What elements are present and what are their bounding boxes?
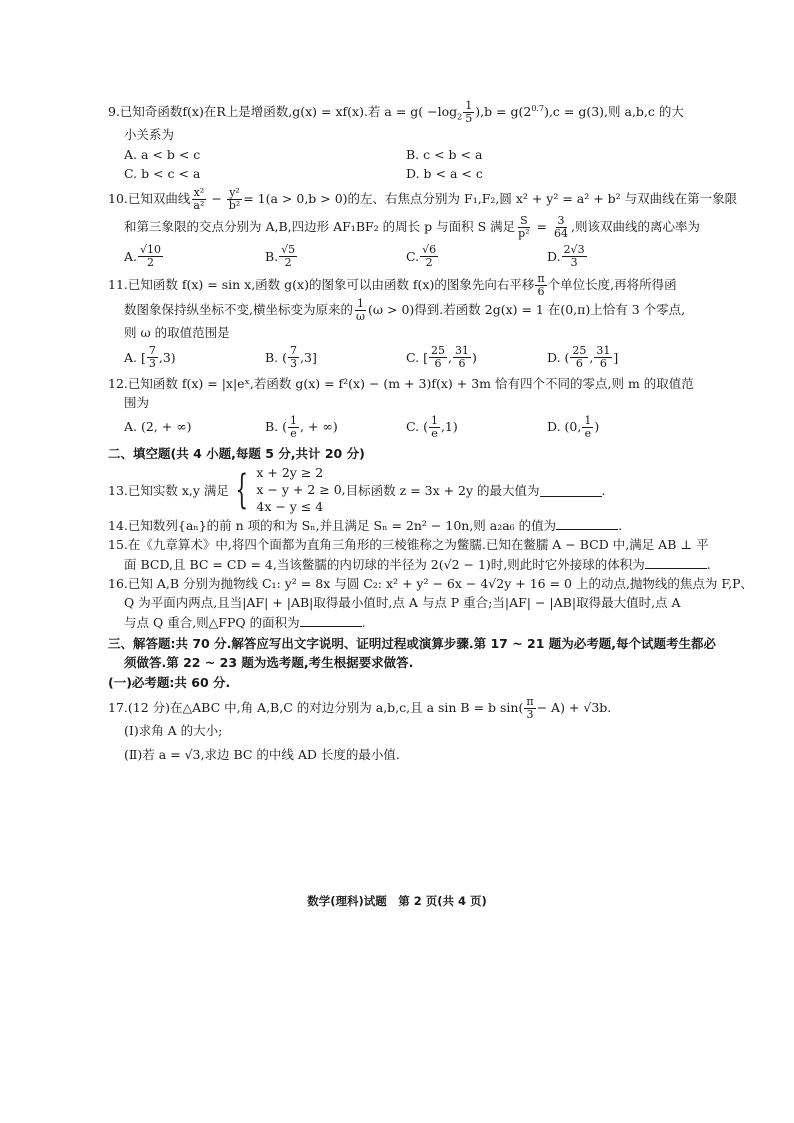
q10-option-d — [547, 244, 688, 269]
q9-stem-line2: 小关系为 — [124, 127, 175, 143]
q11-stem-line2 — [108, 298, 720, 323]
q12-options — [108, 415, 720, 440]
q11-c-mid: , — [447, 349, 452, 365]
q17-part-1: (Ⅰ)求角 A 的大小; — [124, 723, 223, 739]
q13-constraint-2: x − y + 2 ≥ 0, — [256, 482, 346, 497]
q10-three: 3 — [557, 213, 565, 227]
q12-b-num: 1 — [290, 413, 298, 427]
q11-text-3: 数图象保持纵坐标不变,横坐标变为原来的 — [124, 302, 353, 318]
q10-c-num: √6 — [422, 242, 437, 256]
q11-text-4: (ω > 0)得到.若函数 2g(x) = 1 在(0,π)上恰有 3 个零点, — [367, 302, 686, 318]
q11-stem-line3: 则 ω 的取值范围是 — [124, 325, 230, 341]
q9-option-d: D. b < a < c — [406, 165, 483, 181]
q11-omega: ω — [355, 310, 365, 324]
q10-ratio-frac — [552, 215, 570, 240]
q10-stem-line1: 10.已知双曲线 $\frac{\text{x²}}{\text{a²}}$ − $\frac{\text{y²}}{\text{b²}}$ = 1(a > 0,b > 0)的左、右焦点分别为 F₁,F₂,圆 x² + y² = a² + b² 与双曲线在第一象限 — [108, 186, 738, 213]
q10-d-label: D. — [547, 248, 561, 264]
q16-end: . — [361, 614, 366, 630]
q10-a-label: A. — [124, 248, 138, 264]
q12-b-den: e — [290, 426, 297, 440]
q10-text: 10.已知双曲线 — [108, 191, 191, 207]
q12-c-tail: ,1) — [440, 419, 458, 435]
q17-frac — [524, 696, 535, 721]
q10-option-b — [265, 244, 406, 269]
q17-text: 17.(12 分)在△ABC 中,角 A,B,C 的对边分别为 a,b,c,且 a sin B = b sin( — [108, 700, 524, 716]
q9-option-b: B. c < b < a — [406, 146, 483, 162]
q10-p2: p² — [518, 226, 530, 240]
q11-c1-num: 25 — [430, 343, 445, 357]
q12-option-a — [124, 417, 265, 436]
q15-answer-blank[interactable] — [645, 556, 707, 569]
section-3-heading-line2: 须做答.第 22 ~ 23 题为选考题,考生根据要求做答. — [124, 655, 414, 671]
q10-b-den: 2 — [284, 255, 292, 269]
q9-option-a: A. a < b < c — [124, 146, 201, 162]
q11-d-label: D. ( — [547, 349, 570, 365]
q13-end: . — [601, 482, 606, 498]
q10-a-den: 2 — [147, 255, 155, 269]
q14-end: . — [618, 517, 623, 533]
q11-a-tail: ,3) — [158, 349, 176, 365]
question-13 — [108, 465, 720, 516]
q12-d-label: D. (0, — [547, 419, 582, 435]
q17-stem — [108, 696, 720, 721]
q11-b-den: 3 — [290, 356, 298, 370]
q9-option-c: C. b < c < a — [124, 165, 201, 181]
q14-answer-blank[interactable] — [556, 517, 618, 530]
q10-a-num: √10 — [140, 242, 162, 256]
q10-text-4: ,则该双曲线的离心率为 — [571, 218, 700, 234]
q11-text-2: 个单位长度,再将所得函 — [547, 276, 677, 292]
q11-six: 6 — [537, 284, 545, 298]
question-15 — [108, 535, 720, 574]
q11-d2-num: 31 — [596, 343, 611, 357]
q11-option-d — [547, 345, 688, 370]
q11-d-mid: , — [589, 349, 594, 365]
q17-three: 3 — [526, 708, 534, 722]
q11-a-label: A. [ — [124, 349, 146, 365]
q12-d-den: e — [584, 426, 592, 440]
q11-shift-frac — [535, 273, 546, 298]
q9-fraction — [463, 100, 474, 125]
exam-page — [108, 99, 754, 764]
q9-options-row2 — [108, 164, 720, 183]
q13-text: 13.已知实数 x,y 满足 — [108, 482, 229, 498]
q10-y2: y² — [229, 186, 240, 200]
q11-c-tail: ) — [471, 349, 477, 365]
q11-stem-line1 — [108, 273, 720, 298]
q10-s: S — [520, 213, 528, 227]
q10-x-frac — [191, 187, 206, 212]
q12-option-c — [406, 415, 547, 440]
q10-d-num: 2√3 — [563, 242, 585, 256]
q11-option-a — [124, 345, 265, 370]
q11-c2-num: 31 — [454, 343, 469, 357]
page-footer: 数学(理科)试题 第 2 页(共 4 页) — [307, 894, 487, 908]
q11-text: 11.已知函数 f(x) = sin x,函数 g(x)的图象可以由函数 f(x)的图象先向右平移 — [108, 276, 535, 292]
q12-stem-line1: 12.已知函数 f(x) = |x|eˣ,若函数 g(x) = f²(x) − (m + 3)f(x) + 3m 恰有四个不同的零点,则 m 的取值范 — [108, 375, 694, 391]
question-9 — [108, 100, 720, 183]
question-9-stem — [108, 100, 720, 125]
q11-a-num: 7 — [148, 343, 156, 357]
q10-a2: a² — [193, 199, 205, 213]
q16-answer-blank[interactable] — [300, 614, 362, 627]
q10-c-den: 2 — [425, 255, 433, 269]
q16-stem-line1: 16.已知 A,B 分别为抛物线 C₁: y² = 8x 与圆 C₂: x² + y² − 6x − 4√2y + 16 = 0 上的动点,抛物线的焦点为 F,P、 — [108, 575, 754, 591]
q11-options — [108, 345, 720, 370]
question-10 — [108, 186, 738, 269]
q15-stem-line2 — [108, 555, 720, 574]
q11-c-label: C. [ — [406, 349, 428, 365]
q10-y-frac — [227, 187, 242, 212]
q9-frac-den: 5 — [465, 112, 473, 126]
q16-stem-line3 — [108, 613, 720, 632]
q11-d2-den: 6 — [599, 356, 607, 370]
q12-c-label: C. ( — [406, 419, 428, 435]
q16-text: 与点 Q 重合,则△FPQ 的面积为 — [124, 614, 300, 630]
q16-stem-line2: Q 为平面内两点,且当|AF| + |AB|取得最小值时,点 A 与点 P 重合;当|AF| − |AB|取得最大值时,点 A — [124, 595, 681, 611]
q13-text-2: 目标函数 z = 3x + 2y 的最大值为 — [345, 482, 540, 498]
q9-options-row1 — [108, 145, 720, 164]
q13-constraint-1: x + 2y ≥ 2 — [256, 465, 324, 481]
q13-constraint-3: 4x − y ≤ 4 — [256, 498, 324, 514]
q10-sixtyfour: 64 — [554, 226, 568, 240]
question-16 — [108, 574, 754, 632]
q12-d-tail: ) — [594, 419, 600, 435]
q12-stem-line2: 围为 — [124, 395, 150, 411]
section-3-heading: 三、解答题:共 70 分.解答应写出文字说明、证明过程或演算步骤.第 17 ~ 21 题为必考题,每个试题考生都必 — [108, 636, 717, 651]
q9-text-2: ),b = g(2 — [475, 104, 532, 120]
q10-d-den: 3 — [570, 255, 578, 269]
q13-answer-blank[interactable] — [540, 484, 602, 497]
q12-b-label: B. ( — [265, 419, 288, 435]
q12-c-den: e — [431, 426, 438, 440]
q10-option-a — [124, 244, 265, 269]
q10-sp-frac — [516, 215, 531, 240]
q10-b2: b² — [228, 199, 241, 213]
q17-part-2: (Ⅱ)若 a = √3,求边 BC 的中线 AD 长度的最小值. — [124, 746, 400, 762]
section-2-heading: 二、填空题(共 4 小题,每题 5 分,共计 20 分) — [108, 445, 365, 461]
q11-a-den: 3 — [148, 356, 156, 370]
q10-text-3: 和第三象限的交点分别为 A,B,四边形 AF₁BF₂ 的周长 p 与面积 S 满足 — [124, 218, 516, 234]
q9-exponent: 0.7 — [531, 103, 545, 113]
q17-pi: π — [526, 695, 534, 709]
q11-c2-den: 6 — [458, 356, 466, 370]
q11-b-num: 7 — [290, 343, 298, 357]
q10-c-label: C. — [406, 248, 420, 264]
q11-option-b — [265, 345, 406, 370]
q9-frac-num: 1 — [465, 99, 473, 112]
question-14 — [108, 516, 720, 535]
q15-end: . — [706, 556, 711, 572]
question-12 — [108, 374, 720, 440]
q13-constraint-system — [229, 465, 346, 516]
q11-d1-den: 6 — [575, 356, 583, 370]
q12-b-tail: , + ∞) — [300, 419, 338, 435]
q17-text-2: − A) + √3b. — [536, 700, 612, 716]
q10-option-c — [406, 244, 547, 269]
q11-one: 1 — [356, 297, 364, 311]
q12-c-num: 1 — [430, 413, 438, 427]
q11-c1-den: 6 — [434, 356, 442, 370]
q9-log-base: 2 — [457, 112, 463, 122]
q10-x2: x² — [193, 186, 205, 200]
q14-text: 14.已知数列{aₙ}的前 n 项的和为 Sₙ,并且满足 Sₙ = 2n² − 10n,则 a₂a₆ 的值为 — [108, 517, 557, 533]
q11-b-tail: ,3] — [300, 349, 317, 365]
q9-text-3: ),c = g(3),则 a,b,c 的大 — [544, 104, 684, 120]
section-3-subheading: (一)必考题:共 60 分. — [108, 674, 231, 690]
q11-d1-num: 25 — [572, 343, 587, 357]
q10-text-2: = 1(a > 0,b > 0)的左、右焦点分别为 F₁,F₂,圆 x² + y² = a² + b² 与双曲线在第一象限 — [243, 191, 738, 207]
q12-option-d — [547, 415, 688, 440]
q12-a-text: A. (2, + ∞) — [124, 419, 192, 435]
question-17 — [108, 696, 720, 764]
q15-stem-line1: 15.在《九章算术》中,将四个面都为直角三角形的三棱锥称之为鳖臑.已知在鳖臑 A − BCD 中,满足 AB ⊥ 平 — [108, 537, 709, 553]
q11-d-tail: ] — [613, 349, 619, 365]
q15-text: 面 BCD,且 BC = CD = 4,当该鳖臑的内切球的半径为 2(√2 − 1)时,则此时它外接球的体积为 — [124, 556, 645, 572]
q12-option-b — [265, 415, 406, 440]
q11-option-c — [406, 345, 547, 370]
q10-b-label: B. — [265, 248, 279, 264]
q9-text: 9.已知奇函数f(x)在R上是增函数,g(x) = xf(x).若 a = g( −log — [108, 104, 458, 120]
q10-b-num: √5 — [281, 242, 296, 256]
q10-stem-line2: 和第三象限的交点分别为 A,B,四边形 AF₁BF₂ 的周长 p 与面积 S 满足 $\frac{S}{\text{p²}}$ = $\frac{3}{64}$ ,则该双曲线的离心率为 — [124, 213, 700, 240]
q12-d-num: 1 — [584, 413, 592, 427]
q11-b-label: B. ( — [265, 349, 288, 365]
q10-options — [108, 244, 720, 269]
q11-omega-frac — [354, 298, 367, 323]
question-11 — [108, 273, 720, 370]
q13-brace: { — [235, 467, 249, 514]
q11-pi: π — [537, 271, 545, 285]
